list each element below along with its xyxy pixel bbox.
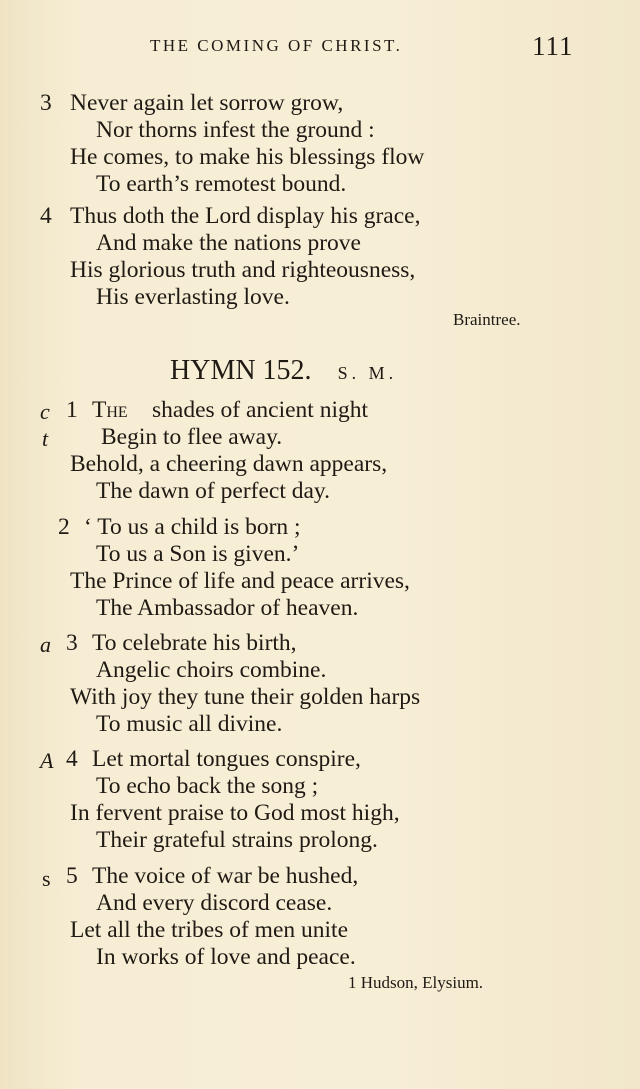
verse-line: The Ambassador of heaven. xyxy=(96,595,359,621)
verse-line: In fervent praise to God most high, xyxy=(70,800,400,826)
verse-line: Begin to flee away. xyxy=(101,424,283,450)
verse-line: His everlasting love. xyxy=(96,284,290,310)
performance-mark: c xyxy=(40,399,50,424)
page-number: 111 xyxy=(532,31,574,61)
hymn-title xyxy=(170,355,397,387)
verse-number: 1 xyxy=(66,397,78,423)
verse-line: Angelic choirs combine. xyxy=(96,657,327,683)
verse-line: The dawn of perfect day. xyxy=(96,478,331,504)
verse-number: 4 xyxy=(66,746,78,772)
verse-line: To echo back the song ; xyxy=(96,773,319,799)
verse-line: ‘ To us a child is born ; xyxy=(84,514,301,540)
verse-line: Never again let sorrow grow, xyxy=(70,90,344,116)
verse-line: To earth’s remotest bound. xyxy=(96,171,347,197)
performance-mark: t xyxy=(42,426,49,451)
verse-number: 2 xyxy=(58,514,70,540)
hymn-number: HYMN 152. xyxy=(170,355,312,386)
verse-line: Behold, a cheering dawn appears, xyxy=(70,451,388,477)
verse-line: To us a Son is given.’ xyxy=(96,541,300,567)
verse-line: Nor thorns infest the ground : xyxy=(96,117,375,143)
verse-line: To music all divine. xyxy=(96,711,283,737)
verse-number: 3 xyxy=(40,90,52,116)
hymn-meter: S. M. xyxy=(337,363,398,383)
verse-line: shades of ancient night xyxy=(152,397,369,423)
first-word: The xyxy=(92,397,128,423)
verse-line: The voice of war be hushed, xyxy=(92,863,359,889)
verse-line: In works of love and peace. xyxy=(96,944,356,970)
performance-mark: A xyxy=(40,748,54,773)
verse-line: Their grateful strains prolong. xyxy=(96,827,378,853)
page-header xyxy=(0,31,640,64)
verse-number: 5 xyxy=(66,863,78,889)
verse-line: Let all the tribes of men unite xyxy=(70,917,348,943)
verse-line: His glorious truth and righteousness, xyxy=(70,257,416,283)
tune-name: 1 Hudson, Elysium. xyxy=(348,973,484,992)
verse-number: 4 xyxy=(40,203,52,229)
performance-mark: a xyxy=(40,632,51,657)
verse-line: With joy they tune their golden harps xyxy=(70,684,421,710)
verse-line: Let mortal tongues conspire, xyxy=(92,746,361,772)
verse-line: He comes, to make his blessings flow xyxy=(70,144,425,170)
verse-line: Thus doth the Lord display his grace, xyxy=(70,203,421,229)
tune-name: Braintree. xyxy=(453,310,521,329)
verse-number: 3 xyxy=(66,630,78,656)
verse-line: To celebrate his birth, xyxy=(92,630,297,656)
verse-line: And make the nations prove xyxy=(96,230,361,256)
performance-mark: s xyxy=(42,866,51,891)
verse-line: And every discord cease. xyxy=(96,890,333,916)
verse-line: The Prince of life and peace arrives, xyxy=(70,568,410,594)
running-title: THE COMING OF CHRIST. xyxy=(150,36,403,55)
